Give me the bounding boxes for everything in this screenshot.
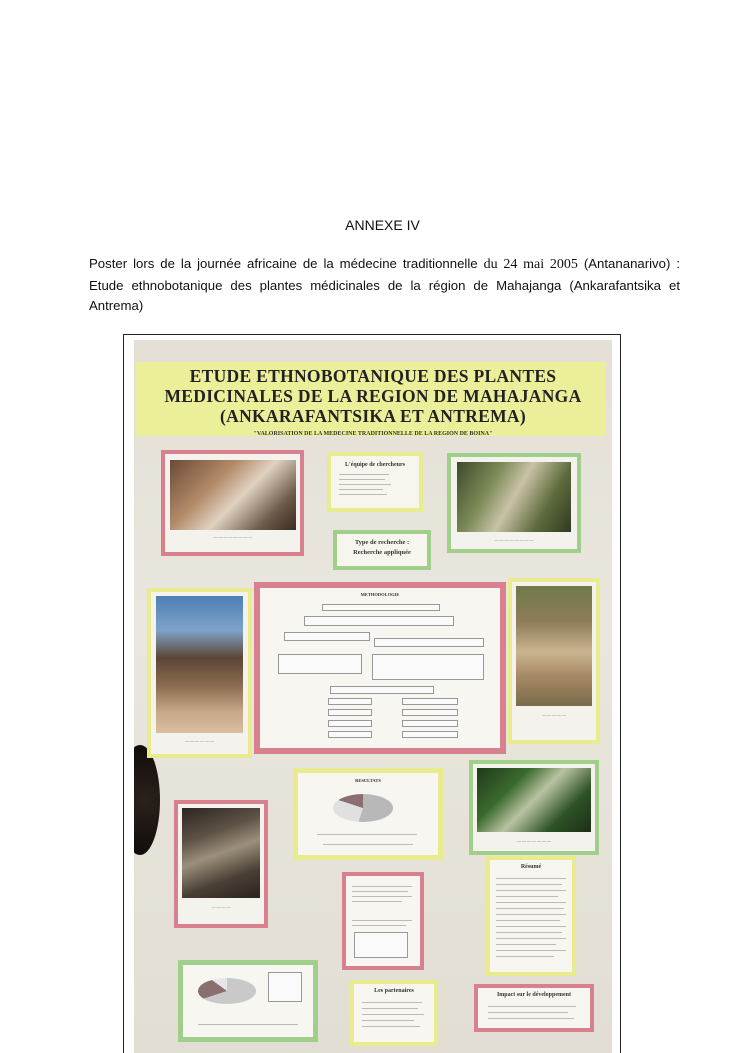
village-photo-panel: — — — — — — (147, 588, 252, 758)
intro-date: du 24 mai 2005 (483, 257, 578, 272)
intro-paragraph (89, 254, 680, 317)
results-pie-chart (333, 794, 393, 822)
annex-heading: ANNEXE IV (345, 217, 420, 233)
forest-photo (457, 462, 571, 532)
poster-title (134, 366, 612, 426)
team-photo (170, 460, 296, 530)
poster-photo-frame (123, 334, 621, 1053)
poster-title-line3: (ANKARAFANTSIKA ET ANTREMA) (220, 406, 526, 426)
research-type-line2: Recherche appliquée (353, 549, 411, 556)
forest-photo-panel: — — — — — — — — (447, 453, 581, 553)
resume-panel (486, 856, 576, 976)
methodology-panel (254, 582, 506, 754)
visitor-hair-silhouette (134, 745, 160, 855)
impact-title: Impact sur le développement (496, 992, 572, 998)
partners-panel (350, 980, 438, 1046)
usage-chart-panel (178, 960, 318, 1042)
poster-title-line2: MEDICINALES DE LA REGION DE MAHAJANGA (164, 386, 582, 406)
impact-panel (474, 984, 594, 1032)
team-title: L'équipe de chercheurs (345, 462, 405, 468)
field-photo-panel: — — — — — — — (469, 760, 599, 855)
research-type-line1: Type de recherche : (354, 539, 410, 546)
usage-pie-chart (198, 978, 256, 1004)
partners-title: Les partenaires (374, 988, 414, 994)
resume-title: Résumé (520, 864, 542, 870)
field-photo (477, 768, 591, 832)
methodology-title: METHODOLOGIE (360, 592, 400, 597)
healer-photo (516, 586, 592, 706)
intro-text-part1: Poster lors de la journée africaine de la médecine traditionnelle (89, 256, 484, 271)
processing-photo (182, 808, 260, 898)
results-title: RESULTATS (355, 778, 381, 783)
village-hut-photo (156, 596, 243, 733)
poster-title-line1: ETUDE ETHNOBOTANIQUE DES PLANTES (189, 366, 557, 386)
healer-photo-panel: — — — — — (508, 578, 600, 744)
processing-photo-panel: — — — — (174, 800, 268, 928)
team-panel (327, 452, 423, 512)
research-type-panel (333, 530, 431, 570)
team-photo-panel: — — — — — — — — (161, 450, 304, 556)
poster-photo (134, 340, 612, 1053)
inventory-panel (342, 872, 424, 970)
poster-subtitle: "VALORISATION DE LA MEDECINE TRADITIONNELLE DE LA REGION DE BOINA" (253, 431, 493, 437)
intro-text-part2: (Antananarivo) : Etude ethnobotanique des plantes médicinales de la région de Mahajanga (Ankarafantsika et Antrema) (89, 256, 680, 313)
results-panel (293, 768, 443, 860)
